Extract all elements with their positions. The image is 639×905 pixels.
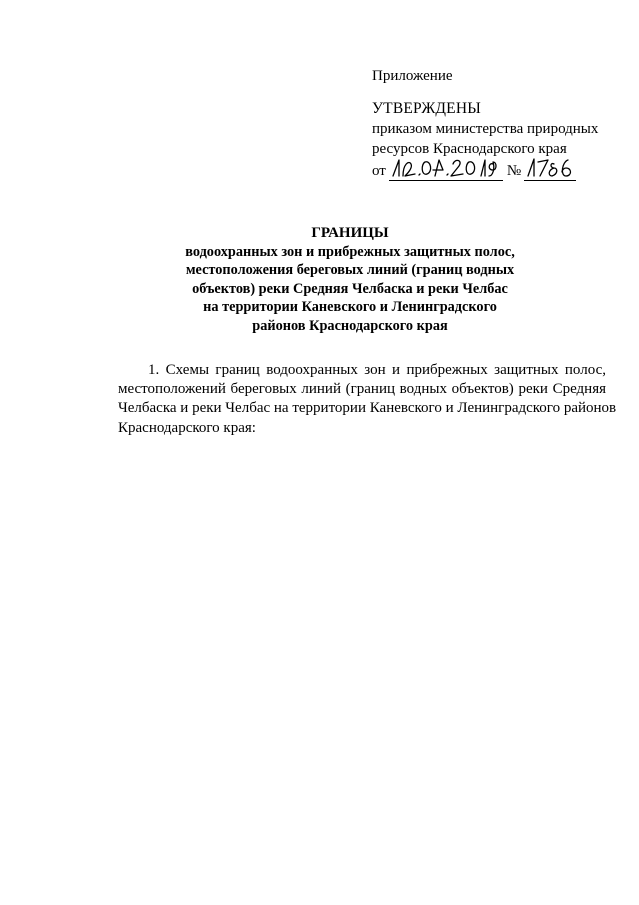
handwritten-date [389, 160, 503, 181]
order-line-1: приказом министерства природных [372, 121, 599, 137]
heading-title: ГРАНИЦЫ [311, 225, 389, 241]
paragraph-line: местоположений береговых линий (границ водных объектов) реки Средняя [118, 381, 606, 398]
annex-label: Приложение [372, 68, 453, 84]
body-paragraph [118, 361, 617, 438]
handwritten-number [524, 160, 576, 181]
heading-line: районов Краснодарского края [252, 317, 448, 334]
number-label: № [506, 163, 522, 179]
date-number-line [372, 159, 622, 181]
paragraph-line: 1. Схемы границ водоохранных зон и прибрежных защитных полос, [148, 362, 606, 378]
heading-line: местоположения береговых линий (границ водных [185, 262, 515, 278]
handwritten-number-scribble [524, 154, 576, 180]
heading-line: на территории Каневского и Ленинградского [203, 299, 497, 315]
approval-block [372, 66, 622, 181]
approved-label: УТВЕРЖДЕНЫ [372, 100, 481, 117]
handwritten-date-scribble [389, 154, 503, 180]
document-heading [110, 224, 590, 335]
paragraph-line: Краснодарского края: [118, 419, 256, 436]
heading-line: объектов) реки Средняя Челбаска и реки Челбас [192, 280, 508, 297]
heading-line: водоохранных зон и прибрежных защитных полос, [185, 243, 515, 260]
order-line-2: ресурсов Краснодарского края [372, 141, 567, 157]
from-label: от [372, 163, 386, 179]
paragraph-line: Челбаска и реки Челбас на территории Каневского и Ленинградского районов [118, 400, 617, 417]
